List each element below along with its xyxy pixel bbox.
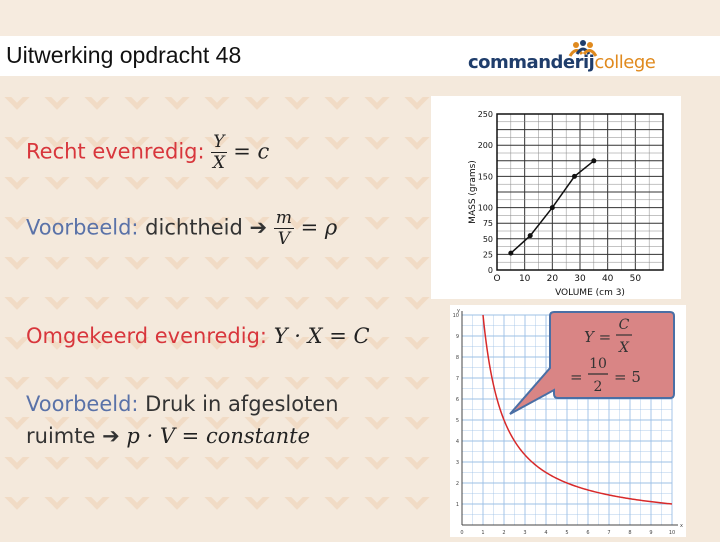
y-tick-label: 0 [487,266,493,275]
pattern-shape [44,444,69,469]
pattern-shape [284,444,309,469]
people-logo-icon [568,40,598,58]
pattern-shape [244,364,269,389]
y-axis-label: MASS (grams) [468,160,478,224]
pattern-shape [164,84,189,109]
pattern-shape [364,164,389,189]
x-tick-label: 50 [629,274,642,284]
pattern-shape [204,444,229,469]
x-axis-label: VOLUME (cm 3) [555,288,625,298]
pattern-shape [284,484,309,509]
pattern-shape [364,484,389,509]
x-tick-label: 0 [460,530,464,536]
pattern-shape [44,484,69,509]
pattern-shape [404,284,429,309]
pattern-shape [364,124,389,149]
pattern-shape [404,164,429,189]
pattern-shape [244,444,269,469]
mass-volume-chart-panel [431,96,681,299]
fraction-numerator: Y [213,132,225,152]
direct-proportion-label: Recht evenredig: [26,139,205,164]
pattern-shape [324,284,349,309]
pattern-shape [4,284,29,309]
pattern-shape [324,124,349,149]
pattern-shape [84,484,109,509]
pattern-shape [44,284,69,309]
pattern-shape [324,164,349,189]
y-tick-label: 50 [482,234,493,244]
fraction-denominator: X [212,153,225,173]
callout-den-x: X [619,340,629,356]
y-tick-label: 3 [455,460,459,466]
pattern-shape [244,84,269,109]
pattern-shape [204,84,229,109]
pattern-shape [244,484,269,509]
calculation-callout [504,310,676,420]
pattern-shape [404,444,429,469]
callout-den-2: 2 [593,379,603,395]
pattern-shape [404,124,429,149]
fraction-numerator: m [275,208,292,228]
y-tick-label: 8 [455,355,459,361]
y-tick-label: 75 [482,219,493,229]
callout-result: = 5 [614,368,641,386]
pattern-shape [164,284,189,309]
pattern-shape [404,204,429,229]
x-tick-label: 1 [481,530,485,536]
pattern-shape [284,164,309,189]
pattern-shape [364,364,389,389]
x-tick-label: 40 [601,274,614,284]
x-tick-label: 4 [544,530,548,536]
x-tick-label: 6 [586,530,590,536]
pattern-shape [404,484,429,509]
arrow-right-icon: ➔ [102,424,120,448]
example-label: Voorbeeld: [26,215,139,240]
arrow-right-icon: ➔ [249,215,268,240]
pattern-shape [84,284,109,309]
pattern-shape [4,484,29,509]
x-tick-label: 10 [518,274,531,284]
logo-text-part2: college [594,52,656,73]
pattern-shape [4,364,29,389]
line-example-density [26,208,337,249]
pattern-shape [124,364,149,389]
callout-num-c: C [618,317,630,333]
pattern-shape [404,244,429,269]
y-tick-label: 6 [455,397,459,403]
pattern-shape [284,284,309,309]
data-point [508,251,513,256]
pattern-shape [4,444,29,469]
y-tick-label: 9 [455,334,459,340]
pattern-shape [404,84,429,109]
y-axis-label: y [457,308,460,314]
inverse-expression: Y · X = C [273,324,370,348]
pattern-shape [124,284,149,309]
pattern-shape [244,284,269,309]
pattern-shape [364,204,389,229]
pattern-shape [44,364,69,389]
pattern-shape [284,84,309,109]
x-tick-label: 7 [607,530,611,536]
data-point [528,233,533,238]
pattern-shape [364,404,389,429]
example-text-pressure: Druk in afgesloten [145,392,339,416]
callout-num-10: 10 [589,356,607,372]
pattern-shape [284,364,309,389]
y-tick-label: 1 [455,502,459,508]
y-tick-label: 150 [477,172,493,182]
y-tick-label: 7 [455,376,459,382]
equals-rho: = ρ [300,215,338,240]
pattern-shape [164,484,189,509]
y-tick-label: 25 [482,250,493,260]
data-point [572,174,577,179]
pattern-shape [124,84,149,109]
fraction-denominator: V [277,229,291,249]
fraction-m-over-v [274,208,294,249]
pattern-shape [164,444,189,469]
inverse-proportion-label: Omgekeerd evenredig: [26,324,267,348]
pattern-shape [204,484,229,509]
pattern-shape [364,284,389,309]
x-tick-label: 20 [546,274,559,284]
pattern-shape [204,284,229,309]
fraction-y-over-x [211,132,226,173]
pattern-shape [84,364,109,389]
callout-equals: = [570,368,583,386]
pattern-shape [324,484,349,509]
x-tick-label: 10 [668,530,676,536]
y-tick-label: 250 [477,110,493,119]
pattern-shape [324,364,349,389]
pattern-shape [124,484,149,509]
callout-y-equals: Y = [584,328,612,346]
pattern-shape [124,444,149,469]
slide-title: Uitwerking opdracht 48 [6,42,242,68]
y-tick-label: 4 [455,439,459,445]
pattern-shape [404,324,429,349]
data-point [550,205,555,210]
x-tick-label: 8 [628,530,632,536]
line-direct-proportion [26,132,269,173]
data-point [591,158,596,163]
x-tick-label: 3 [523,530,527,536]
pressure-expression: p · V = constante [126,424,311,448]
x-axis-label: x [680,523,683,529]
example-label: Voorbeeld: [26,392,139,416]
pattern-shape [84,444,109,469]
line-example-pressure-2 [26,424,310,448]
logo-text [468,52,655,73]
pattern-shape [404,364,429,389]
pattern-shape [284,124,309,149]
pattern-shape [364,84,389,109]
x-tick-label: O [493,274,501,284]
pattern-shape [44,84,69,109]
logo [468,40,656,76]
y-tick-label: 100 [477,203,493,213]
logo-text-part1: commanderij [468,52,595,73]
pattern-shape [324,444,349,469]
x-tick-label: 30 [574,274,586,284]
pattern-shape [164,364,189,389]
top-strip [0,0,720,36]
x-tick-label: 2 [502,530,506,536]
line-inverse-proportion [26,324,370,348]
pattern-shape [84,84,109,109]
x-tick-label: 5 [565,530,569,536]
pattern-shape [364,444,389,469]
y-tick-label: 2 [455,481,459,487]
example-text-density: dichtheid [145,215,243,240]
pattern-shape [324,84,349,109]
pattern-shape [4,84,29,109]
pattern-shape [204,364,229,389]
equals-c: = c [233,139,270,164]
y-tick-label: 200 [477,141,493,151]
y-tick-label: 10 [452,313,459,319]
pattern-shape [404,404,429,429]
line-example-pressure [26,392,339,416]
x-tick-label: 9 [649,530,653,536]
y-tick-label: 5 [455,418,459,424]
example-text-space: ruimte [26,424,96,448]
pattern-shape [364,244,389,269]
mass-volume-chart [431,96,681,299]
